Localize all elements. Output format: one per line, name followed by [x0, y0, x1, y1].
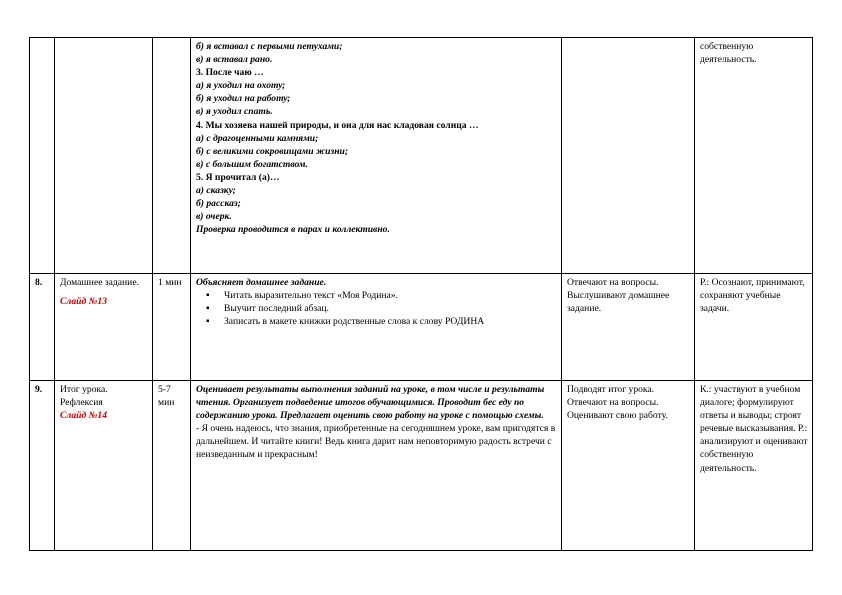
quiz-question: 5. Я прочитал (а)…	[196, 171, 280, 183]
cell-stage	[55, 38, 153, 274]
cell-teacher-activity	[191, 381, 562, 551]
stage-title: Итог урока.	[60, 384, 108, 395]
teacher-instructions: Оценивает результаты выполнения заданий на уроке, в том числе и результаты чтения. Организует подведение итогов обучающимися. Проводит бес еду по содержанию урока. Предлагает оценить свою работу на уроке с помощью схемы.	[196, 384, 545, 422]
cell-student-activity	[562, 381, 695, 551]
uud-text: Р.: Осознают, принимают, сохраняют учебные задачи.	[700, 277, 805, 315]
cell-number	[30, 381, 55, 551]
cell-uud	[695, 274, 813, 381]
time-label: 1 мин	[158, 277, 182, 288]
cell-student-activity	[562, 38, 695, 274]
cell-time	[153, 38, 191, 274]
cell-stage	[55, 274, 153, 381]
teacher-speech: - Я очень надеюсь, что знания, приобретенные на сегодняшнем уроке, вам пригодятся в дальнейшем. И читайте книги! Ведь книга дарит нам неповторимую радость встречи с неизведанным и прекрасным!	[196, 423, 556, 461]
cell-student-activity	[562, 274, 695, 381]
quiz-line: б) я вставал с первыми петухами;	[196, 41, 343, 52]
uud-text: собственную деятельность.	[700, 41, 757, 66]
slide-reference: Слайд №14	[60, 410, 107, 422]
cell-uud	[695, 38, 813, 274]
quiz-question: 4. Мы хозяева нашей природы, и она для нас кладовая солнца …	[196, 119, 479, 131]
list-item: ▪ Выучит последний абзац.	[224, 302, 557, 315]
cell-number	[30, 274, 55, 381]
cell-teacher-activity	[191, 38, 562, 274]
quiz-line: б) рассказ;	[196, 198, 241, 210]
quiz-check-note: Проверка проводится в парах и коллективно.	[196, 224, 390, 236]
table-row-continuation	[30, 38, 813, 274]
quiz-line: б) я уходил на работу;	[196, 93, 291, 105]
quiz-line: а) я уходил на охоту;	[196, 80, 286, 92]
stage-title: Домашнее задание.	[60, 277, 139, 288]
cell-uud	[695, 381, 813, 551]
list-item: ▪ Читать выразительно текст «Моя Родина».	[224, 289, 557, 302]
student-text: Подводят итог урока. Отвечают на вопросы. Оценивают свою работу.	[567, 384, 668, 422]
cell-stage	[55, 381, 153, 551]
quiz-line: а) с драгоценными камнями;	[196, 132, 319, 144]
row-number: 9.	[35, 384, 43, 395]
lesson-plan-table	[29, 37, 813, 551]
quiz-line: в) я вставал рано.	[196, 54, 273, 66]
homework-list	[196, 289, 557, 328]
table-row-summary	[30, 381, 813, 551]
table-row-homework	[30, 274, 813, 381]
cell-time	[153, 274, 191, 381]
quiz-line: в) с большим богатством.	[196, 158, 308, 170]
cell-number	[30, 38, 55, 274]
cell-teacher-activity	[191, 274, 562, 381]
slide-reference: Слайд №13	[60, 296, 107, 308]
teacher-heading: Объясняет домашнее задание.	[196, 277, 327, 288]
quiz-line: а) сказку;	[196, 185, 236, 197]
time-label: 5-7 мин	[158, 384, 175, 409]
uud-text: К.: участвуют в учебном диалоге; формулируют ответы и выводы; строят речевые высказывания. Р.: анализируют и оценивают собственную деятельность.	[700, 384, 808, 474]
quiz-line: в) очерк.	[196, 211, 232, 223]
student-text: Отвечают на вопросы. Выслушивают домашнее задание.	[567, 277, 670, 315]
quiz-question: 3. После чаю …	[196, 67, 264, 79]
quiz-line: б) с великими сокровищами жизни;	[196, 145, 349, 157]
stage-subtitle: Рефлексия	[60, 397, 103, 409]
cell-time	[153, 381, 191, 551]
quiz-line: в) я уходил спать.	[196, 106, 273, 118]
row-number: 8.	[35, 277, 43, 288]
list-item: ▪ Записать в макете книжки родственные слова к слову РОДИНА	[224, 315, 557, 328]
